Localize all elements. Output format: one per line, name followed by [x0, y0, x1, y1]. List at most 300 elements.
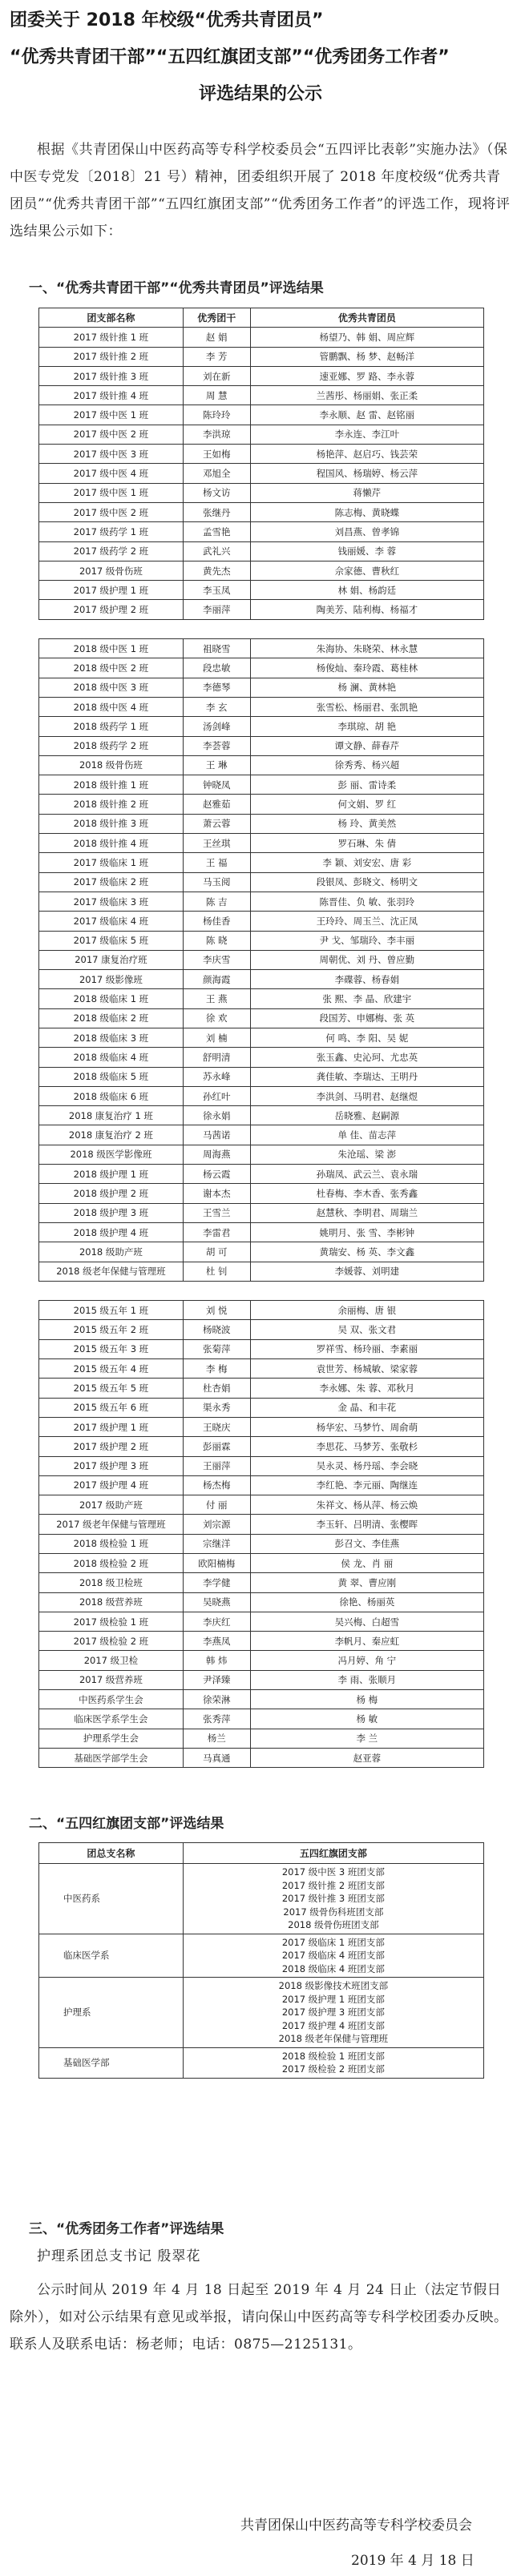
section-3-body: 护理系团总支书记 殷翠花 [37, 2248, 201, 2264]
table-row [39, 502, 484, 521]
members-cell: 钱丽媛、李 蓉 [250, 541, 483, 561]
cadre-cell: 陈 吉 [183, 892, 250, 911]
members-cell: 赵亚蓉 [250, 1748, 483, 1767]
table-row [39, 445, 484, 464]
members-cell: 杨艳萍、赵启巧、钱芸荣 [250, 445, 483, 464]
cadre-cell: 汤剑峰 [183, 717, 250, 736]
members-cell: 杨 敏 [250, 1709, 483, 1729]
cadre-cell: 张秀萍 [183, 1709, 250, 1729]
cadre-cell: 武礼兴 [183, 541, 250, 561]
branch-name-cell: 2018 级中医 2 班 [39, 658, 184, 678]
title-line-3: 评选结果的公示 [198, 84, 322, 104]
branch-name-cell: 2018 级护理 4 班 [39, 1222, 184, 1242]
branch-name-cell: 2017 级中医 2 班 [39, 425, 184, 444]
cadre-cell: 赵 娟 [183, 328, 250, 347]
cadre-cell: 周 慧 [183, 386, 250, 405]
cadre-cell: 彭丽霖 [183, 1437, 250, 1456]
cadre-cell: 孟雪艳 [183, 522, 250, 541]
branch-name-cell: 2017 级卫检 [39, 1651, 184, 1670]
branch-name-cell: 2017 级护理 2 班 [39, 600, 184, 619]
cadre-cell: 陈玲玲 [183, 405, 250, 425]
table-row [39, 1515, 484, 1534]
table-row [39, 1301, 484, 1320]
branch-name-cell: 2015 级五年 4 班 [39, 1359, 184, 1379]
members-cell: 金 晶、和丰花 [250, 1398, 483, 1417]
members-cell: 冯月婷、角 宁 [250, 1651, 483, 1670]
table-row [39, 1456, 484, 1475]
members-cell: 李永顺、赵 雷、赵铭丽 [250, 405, 483, 425]
cadre-cell: 赵雅茹 [183, 795, 250, 814]
branch-name-cell: 2017 康复治疗班 [39, 950, 184, 969]
cadre-cell: 刘宗源 [183, 1515, 250, 1534]
table-row [39, 834, 484, 853]
notice-paragraph: 公示时间从 2019 年 4 月 18 日起至 2019 年 4 月 24 日止（法定节假日除外），如对公示结果有意见或举报，请向保山中医药高等专科学校团委办反映。联系人及联系电话：杨老师；电话：0875—2125131。 [10, 2282, 508, 2353]
members-cell: 杨华宏、马梦竹、周俞萌 [250, 1417, 483, 1436]
branch-name-cell: 2017 级临床 5 班 [39, 931, 184, 950]
members-cell: 彭 丽、雷诗柔 [250, 775, 483, 795]
branch-name-cell: 2017 级针推 1 班 [39, 328, 184, 347]
branch-name-cell: 2018 级护理 3 班 [39, 1203, 184, 1222]
section-2-table-body [39, 1864, 484, 2079]
branch-name-cell: 2015 级五年 3 班 [39, 1339, 184, 1358]
table-row [39, 1008, 484, 1028]
cadre-cell: 渠永秀 [183, 1398, 250, 1417]
members-cell: 程国风、杨瑞婷、杨云萍 [250, 464, 483, 483]
members-cell: 段国芳、申娜梅、张 英 [250, 1008, 483, 1028]
branch-name-cell: 2018 级针推 1 班 [39, 775, 184, 795]
branch-name-cell: 2018 级助产班 [39, 1242, 184, 1262]
branch-name-cell: 2017 级中医 3 班 [39, 445, 184, 464]
cadre-cell: 张菊萍 [183, 1339, 250, 1358]
branch-name-cell: 2017 级护理 3 班 [39, 1456, 184, 1475]
table-row [39, 970, 484, 989]
members-cell: 杨俊灿、秦玲霞、葛桂林 [250, 658, 483, 678]
branch-name-cell: 2018 级中医 4 班 [39, 697, 184, 716]
cadre-cell: 李雷君 [183, 1222, 250, 1242]
members-cell: 杨 玲、黄美然 [250, 814, 483, 833]
cadre-cell: 胡 可 [183, 1242, 250, 1262]
table-row [39, 775, 484, 795]
members-cell: 龚佳敏、李瑞达、王明丹 [250, 1067, 483, 1086]
members-cell: 朱沧瑶、梁 澎 [250, 1145, 483, 1164]
branch-name-cell: 2017 级临床 3 班 [39, 892, 184, 911]
cadre-cell: 黄先杰 [183, 561, 250, 580]
branch-list-cell [183, 1934, 483, 1978]
members-cell: 吴永灵、杨丹瑶、李会晓 [250, 1456, 483, 1475]
branch-name-cell: 2017 级影像班 [39, 970, 184, 989]
table-row [39, 1222, 484, 1242]
red-flag-branch-item: 2017 级中医 3 班团支部 [281, 1866, 385, 1878]
table-row [39, 736, 484, 755]
cadre-cell: 马真通 [183, 1748, 250, 1767]
column-header-branch: 团支部名称 [39, 308, 184, 328]
table-row [39, 1165, 484, 1184]
cadre-cell: 韩 炜 [183, 1651, 250, 1670]
table-row [39, 1106, 484, 1125]
table-row [39, 1262, 484, 1281]
cadre-cell: 杜杏娟 [183, 1379, 250, 1398]
cadre-cell: 杨文访 [183, 483, 250, 502]
cadre-cell: 欧阳楠梅 [183, 1554, 250, 1573]
table-row [39, 1709, 484, 1729]
table-row [39, 814, 484, 833]
cadre-cell: 李荟蓉 [183, 736, 250, 755]
members-cell: 刘昌燕、曾孝锦 [250, 522, 483, 541]
table-row [39, 600, 484, 619]
branch-name-cell: 2017 级中医 1 班 [39, 483, 184, 502]
branch-name-cell: 2017 级护理 4 班 [39, 1475, 184, 1495]
branch-name-cell: 2018 级医学影像班 [39, 1145, 184, 1164]
cadre-cell: 李洪琼 [183, 425, 250, 444]
intro-paragraph: 根据《共青团保山中医药高等专科学校委员会“五四评比表彰”实施办法》（保中医专党发〔2018〕21 号）精神，团委组织开展了 2018 年度校级“优秀共青团员”“优秀共青团干部”“五四红旗团支部”“优秀团务工作者”的评选工作，现将评选结果公示如下： [10, 142, 511, 239]
table-row [39, 872, 484, 892]
members-cell: 周朝优、刘 丹、曾应勤 [250, 950, 483, 969]
section-2-table [38, 1842, 484, 2079]
table-row [39, 1554, 484, 1573]
cadre-cell: 杨杰梅 [183, 1475, 250, 1495]
table-row [39, 483, 484, 502]
cadre-cell: 李德琴 [183, 678, 250, 697]
red-flag-branch-item: 2017 级针推 3 班团支部 [281, 1893, 385, 1904]
branch-name-cell: 2018 级临床 5 班 [39, 1067, 184, 1086]
cadre-cell: 孙红叶 [183, 1086, 250, 1105]
members-cell: 徐秀秀、杨兴超 [250, 755, 483, 775]
branch-name-cell: 2017 级护理 2 班 [39, 1437, 184, 1456]
table-row [39, 1573, 484, 1592]
table-row [39, 678, 484, 697]
branch-name-cell: 2018 级骨伤班 [39, 755, 184, 775]
table-row [39, 541, 484, 561]
table-row [39, 1475, 484, 1495]
red-flag-branch-item: 2017 级临床 1 班团支部 [281, 1936, 385, 1948]
section-2-heading: 二、“五四红旗团支部”评选结果 [29, 1816, 224, 1832]
table-row [39, 1339, 484, 1358]
table-row [39, 386, 484, 405]
table-row [39, 1086, 484, 1105]
cadre-cell: 王如梅 [183, 445, 250, 464]
table-row [39, 1048, 484, 1067]
cadre-cell: 杜 钊 [183, 1262, 250, 1281]
cadre-cell: 王 琳 [183, 755, 250, 775]
cadre-cell: 徐永娟 [183, 1106, 250, 1125]
table-row [39, 1125, 484, 1145]
table-row [39, 912, 484, 931]
table-row [39, 1359, 484, 1379]
branch-name-cell: 2015 级五年 5 班 [39, 1379, 184, 1398]
table-row [39, 795, 484, 814]
members-cell: 兰茜彤、杨丽娟、张正柔 [250, 386, 483, 405]
members-cell: 李玉轩、吕明清、张樱晖 [250, 1515, 483, 1534]
table-row [39, 853, 484, 872]
members-cell: 张雪松、杨丽君、张凯艳 [250, 697, 483, 716]
cadre-cell: 杨兰 [183, 1729, 250, 1748]
table-row [39, 2047, 484, 2078]
members-cell: 尹 戈、邹瑞玲、李丰丽 [250, 931, 483, 950]
cadre-cell: 王雪兰 [183, 1203, 250, 1222]
members-cell: 王玲玲、周玉兰、沈正凤 [250, 912, 483, 931]
table-row [39, 1534, 484, 1553]
red-flag-branch-item: 2017 级骨伤科班团支部 [283, 1906, 384, 1918]
branch-name-cell: 2015 级五年 2 班 [39, 1320, 184, 1339]
table-row [39, 1398, 484, 1417]
cadre-cell: 宗继洋 [183, 1534, 250, 1553]
department-name-cell: 临床医学系 [39, 1934, 184, 1978]
members-cell: 侯 龙、肖 丽 [250, 1554, 483, 1573]
branch-name-cell: 2018 级针推 4 班 [39, 834, 184, 853]
table-row [39, 697, 484, 716]
branch-name-cell: 2017 级中医 2 班 [39, 502, 184, 521]
cadre-cell: 李燕凤 [183, 1632, 250, 1651]
table-row [39, 989, 484, 1008]
red-flag-branch-item: 2017 级护理 3 班团支部 [281, 2006, 385, 2018]
members-cell: 单 佳、苗志萍 [250, 1125, 483, 1145]
cadre-cell: 周海燕 [183, 1145, 250, 1164]
table-row [39, 1067, 484, 1086]
branch-name-cell: 2018 级卫检班 [39, 1573, 184, 1592]
members-cell: 张玉鑫、史沁珂、尤忠英 [250, 1048, 483, 1067]
department-name-cell: 基础医学部 [39, 2047, 184, 2078]
cadre-cell: 刘 悦 [183, 1301, 250, 1320]
cadre-cell: 刘在新 [183, 366, 250, 385]
members-cell: 速亚娜、罗 路、李永蓉 [250, 366, 483, 385]
cadre-cell: 李庆红 [183, 1612, 250, 1631]
red-flag-branch-item: 2017 级临床 4 班团支部 [281, 1950, 385, 1961]
table-row [39, 717, 484, 736]
red-flag-branch-item: 2018 级影像技术班团支部 [278, 1980, 389, 1991]
table-row [39, 931, 484, 950]
branch-name-cell: 2017 级针推 4 班 [39, 386, 184, 405]
cadre-cell: 邓旭全 [183, 464, 250, 483]
department-name-cell: 护理系 [39, 1978, 184, 2048]
cadre-cell: 颜海霞 [183, 970, 250, 989]
branch-name-cell: 2018 级护理 2 班 [39, 1184, 184, 1203]
cadre-cell: 王丝琪 [183, 834, 250, 853]
table-row [39, 464, 484, 483]
members-cell: 佘家德、曹秋红 [250, 561, 483, 580]
table-row [39, 892, 484, 911]
branch-name-cell: 2017 级针推 3 班 [39, 366, 184, 385]
table-row [39, 1864, 484, 1934]
members-cell: 张 熙、李 晶、欣建宇 [250, 989, 483, 1008]
members-cell: 管鹏飘、杨 梦、赵畅洋 [250, 347, 483, 366]
table-row [39, 1612, 484, 1631]
cadre-cell: 李学健 [183, 1573, 250, 1592]
members-cell: 杨望乃、韩 娟、周应辉 [250, 328, 483, 347]
cadre-cell: 陈 晓 [183, 931, 250, 950]
red-flag-branch-item: 2017 级针推 2 班团支部 [281, 1879, 385, 1891]
branch-name-cell: 2017 级针推 2 班 [39, 347, 184, 366]
members-cell: 李帆月、秦应虹 [250, 1632, 483, 1651]
members-cell: 林 娟、杨韵廷 [250, 581, 483, 600]
table-group-separator [39, 1281, 484, 1300]
red-flag-branch-item: 2018 级老年保健与管理班 [278, 2033, 389, 2044]
members-cell: 何文娟、罗 红 [250, 795, 483, 814]
branch-name-cell: 2018 级临床 4 班 [39, 1048, 184, 1067]
cadre-cell: 李 玄 [183, 697, 250, 716]
members-cell: 赵慧秋、李明君、周瑞兰 [250, 1203, 483, 1222]
members-cell: 杜春梅、李木香、张秀鑫 [250, 1184, 483, 1203]
title-line-2: “优秀共青团干部”“五四红旗团支部”“优秀团务工作者” [10, 47, 450, 67]
branch-list-cell [183, 1978, 483, 2048]
members-cell: 彭召文、李佳燕 [250, 1534, 483, 1553]
title-line-1: 团委关于 2018 年校级“优秀共青团员” [10, 10, 324, 30]
cadre-cell: 钟晓凤 [183, 775, 250, 795]
column-header-department: 团总支名称 [39, 1843, 184, 1864]
cadre-cell: 刘 楠 [183, 1028, 250, 1047]
members-cell: 余丽梅、唐 银 [250, 1301, 483, 1320]
branch-name-cell: 2018 级检验 2 班 [39, 1554, 184, 1573]
table-row [39, 366, 484, 385]
cadre-cell: 祖晓雪 [183, 639, 250, 658]
branch-name-cell: 2018 级临床 6 班 [39, 1086, 184, 1105]
branch-list-cell [183, 1864, 483, 1934]
members-cell: 李碟蓉、杨春娟 [250, 970, 483, 989]
department-name-cell: 中医药系 [39, 1864, 184, 1934]
table-row [39, 1379, 484, 1398]
branch-name-cell: 2017 级老年保健与管理班 [39, 1515, 184, 1534]
table-row [39, 1748, 484, 1767]
section-3-heading: 三、“优秀团务工作者”评选结果 [29, 2221, 224, 2237]
members-cell: 姚明月、张 雪、李彬钟 [250, 1222, 483, 1242]
table-row [39, 425, 484, 444]
cadre-cell: 吴晓燕 [183, 1592, 250, 1612]
table-row [39, 755, 484, 775]
section-1-table-body [39, 328, 484, 1768]
members-cell: 李媛蓉、刘明建 [250, 1262, 483, 1281]
table-row [39, 1651, 484, 1670]
members-cell: 李 兰 [250, 1729, 483, 1748]
members-cell: 李洪剑、马明君、赵继煜 [250, 1086, 483, 1105]
branch-name-cell: 2018 康复治疗 1 班 [39, 1106, 184, 1125]
table-row [39, 1184, 484, 1203]
members-cell: 段银凤、彭晓文、杨明文 [250, 872, 483, 892]
cadre-cell: 杨佳香 [183, 912, 250, 931]
members-cell: 黄瑞安、杨 英、李文鑫 [250, 1242, 483, 1262]
table-row [39, 1592, 484, 1612]
table-row [39, 1495, 484, 1515]
branch-name-cell: 2018 级老年保健与管理班 [39, 1262, 184, 1281]
cadre-cell: 杨云霞 [183, 1165, 250, 1184]
branch-name-cell: 2018 康复治疗 2 班 [39, 1125, 184, 1145]
branch-name-cell: 护理系学生会 [39, 1729, 184, 1748]
members-cell: 徐艳、杨丽英 [250, 1592, 483, 1612]
table-row [39, 328, 484, 347]
branch-name-cell: 2017 级临床 1 班 [39, 853, 184, 872]
cadre-cell: 李庆雪 [183, 950, 250, 969]
branch-name-cell: 2017 级临床 4 班 [39, 912, 184, 931]
table-row [39, 405, 484, 425]
members-cell: 吴 双、张文君 [250, 1320, 483, 1339]
branch-name-cell: 2017 级营养班 [39, 1670, 184, 1689]
date: 2019 年 4 月 18 日 [351, 2553, 475, 2569]
branch-name-cell: 2017 级临床 2 班 [39, 872, 184, 892]
members-cell: 李琪琼、胡 艳 [250, 717, 483, 736]
table-row [39, 581, 484, 600]
table-row [39, 1145, 484, 1164]
cadre-cell: 萧云蓉 [183, 814, 250, 833]
branch-name-cell: 2018 级药学 1 班 [39, 717, 184, 736]
branch-name-cell: 2018 级检验 1 班 [39, 1534, 184, 1553]
members-cell: 李 颖、刘安宏、唐 彩 [250, 853, 483, 872]
red-flag-branch-item: 2018 级临床 4 班团支部 [281, 1962, 385, 1974]
table-row [39, 1934, 484, 1978]
members-cell: 罗石琳、朱 倩 [250, 834, 483, 853]
members-cell: 李永连、李江叶 [250, 425, 483, 444]
table-row [39, 1242, 484, 1262]
red-flag-branch-item: 2017 级护理 1 班团支部 [281, 1993, 385, 2005]
table-row [39, 1203, 484, 1222]
branch-name-cell: 2017 级检验 2 班 [39, 1632, 184, 1651]
cadre-cell: 张继丹 [183, 502, 250, 521]
members-cell: 罗祥雪、杨玲丽、李素丽 [250, 1339, 483, 1358]
branch-name-cell: 中医药系学生会 [39, 1690, 184, 1709]
table-row [39, 1729, 484, 1748]
cadre-cell: 徐 欢 [183, 1008, 250, 1028]
branch-name-cell: 2018 级中医 3 班 [39, 678, 184, 697]
members-cell: 黄 翠、曹应刚 [250, 1573, 483, 1592]
cadre-cell: 李丽萍 [183, 600, 250, 619]
branch-name-cell: 2018 级临床 3 班 [39, 1028, 184, 1047]
signature: 共青团保山中医药高等专科学校委员会 [240, 2518, 472, 2534]
branch-name-cell: 基础医学部学生会 [39, 1748, 184, 1767]
members-cell: 岳晓雅、赵嗣源 [250, 1106, 483, 1125]
branch-name-cell: 2017 级护理 1 班 [39, 581, 184, 600]
table-row [39, 522, 484, 541]
branch-name-cell: 2017 级中医 1 班 [39, 405, 184, 425]
branch-list-cell [183, 2047, 483, 2078]
table-group-separator [39, 619, 484, 638]
table-row [39, 1978, 484, 2048]
branch-name-cell: 2017 级药学 2 班 [39, 541, 184, 561]
cadre-cell: 马玉阅 [183, 872, 250, 892]
table-row [39, 1690, 484, 1709]
table-row [39, 1437, 484, 1456]
table-row [39, 1417, 484, 1436]
table-row [39, 950, 484, 969]
cadre-cell: 马茜诺 [183, 1125, 250, 1145]
members-cell: 陈志梅、黄晓蝶 [250, 502, 483, 521]
table-row [39, 1028, 484, 1047]
members-cell: 吴兴梅、白超雪 [250, 1612, 483, 1631]
branch-name-cell: 2017 级助产班 [39, 1495, 184, 1515]
branch-name-cell: 2018 级药学 2 班 [39, 736, 184, 755]
members-cell: 杨 澜、黄林艳 [250, 678, 483, 697]
members-cell: 朱祥文、杨从萍、杨云焕 [250, 1495, 483, 1515]
members-cell: 陶美芳、陆利梅、杨福才 [250, 600, 483, 619]
branch-name-cell: 2018 级临床 2 班 [39, 1008, 184, 1028]
members-cell: 杨 梅 [250, 1690, 483, 1709]
table-row [39, 658, 484, 678]
branch-name-cell: 2017 级骨伤班 [39, 561, 184, 580]
cadre-cell: 尹泽臻 [183, 1670, 250, 1689]
cadre-cell: 王 福 [183, 853, 250, 872]
branch-name-cell: 2018 级护理 1 班 [39, 1165, 184, 1184]
column-header-cadre: 优秀团干 [183, 308, 250, 328]
branch-name-cell: 2015 级五年 6 班 [39, 1398, 184, 1417]
members-cell: 李永娜、朱 蓉、邓秋月 [250, 1379, 483, 1398]
table-row [39, 347, 484, 366]
cadre-cell: 徐荣淋 [183, 1690, 250, 1709]
members-cell: 何 鸣、李 阳、吴 妮 [250, 1028, 483, 1047]
column-header-members: 优秀共青团员 [250, 308, 483, 328]
table-row [39, 561, 484, 580]
branch-name-cell: 2018 级针推 2 班 [39, 795, 184, 814]
members-cell: 袁世芳、杨城敏、梁家蓉 [250, 1359, 483, 1379]
branch-name-cell: 2017 级护理 1 班 [39, 1417, 184, 1436]
members-cell: 李思花、马梦芳、张敬杉 [250, 1437, 483, 1456]
cadre-cell: 舒明清 [183, 1048, 250, 1067]
section-1-table [38, 308, 484, 1768]
